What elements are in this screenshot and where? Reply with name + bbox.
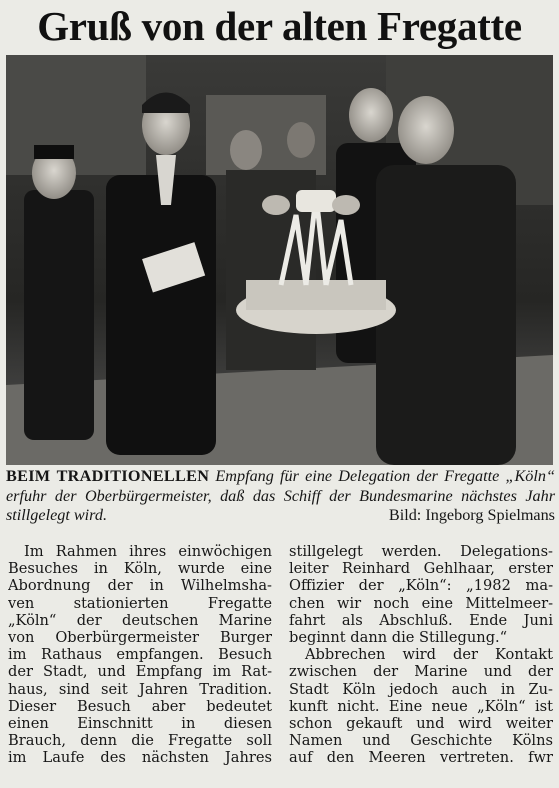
- article-column-right: [289, 543, 553, 785]
- text-line: einen Einschnitt in diesen: [8, 715, 272, 733]
- text-line: Offizier der „Köln“: „1982 ma-: [289, 577, 553, 595]
- text-line: zwischen der Marine und der: [289, 663, 553, 681]
- text-line: stillgelegt werden. Delegations-: [289, 543, 553, 560]
- text-line: von Oberbürgermeister Burger: [8, 629, 272, 647]
- text-line: im Rathaus empfangen. Besuch: [8, 646, 272, 664]
- text-line: auf den Meeren vertreten. fwr: [289, 749, 553, 767]
- headline: Gruß von der alten Fregatte: [37, 3, 522, 49]
- text-line: schon gekauft und wird weiter: [289, 715, 553, 733]
- text-line: Brauch, denn die Fregatte soll: [8, 732, 272, 750]
- text-line: „Köln“ der deutschen Marine: [8, 611, 272, 629]
- text-line: fahrt als Abschluß. Ende Juni: [289, 611, 553, 629]
- text-line: der Stadt, und Empfang im Rat-: [8, 663, 272, 681]
- text-line: chen wir noch eine Mittelmeer-: [289, 594, 553, 612]
- text-line: ven stationierten Fregatte: [8, 594, 272, 612]
- text-line: Im Rahmen ihres einwöchigen: [24, 543, 272, 560]
- text-line: Abordnung der in Wilhelmsha-: [8, 577, 272, 595]
- text-line: Besuches in Köln, wurde eine: [8, 560, 272, 578]
- text-line: kunft nicht. Eine neue „Köln“ ist: [289, 697, 553, 715]
- text-line: Namen und Geschichte Kölns: [289, 732, 553, 750]
- text-line: Stadt Köln jedoch auch in Zu-: [289, 680, 553, 698]
- photo-credit: Bild: Ingeborg Spielmans: [388, 506, 555, 524]
- caption-text: Empfang für eine Delegation der Fregatte „Köln“ erfuhr der Oberbürgermeister, daß das Schiff der Bundesmarine nächstes Jahr stillgelegt wird.: [6, 467, 555, 524]
- text-line: Dieser Besuch aber bedeutet: [8, 697, 272, 715]
- article-column-left: [8, 543, 272, 785]
- text-line: haus, sind seit Jahren Tradition.: [8, 680, 272, 698]
- photo-illustration: [6, 55, 553, 465]
- text-line: leiter Reinhard Gehlhaar, erster: [289, 560, 553, 578]
- text-line: im Laufe des nächsten Jahres: [8, 749, 272, 767]
- text-line: Abbrechen wird der Kontakt: [305, 646, 553, 664]
- news-photo: [6, 55, 553, 465]
- caption-lead: BEIM TRADITIONELLEN: [6, 467, 210, 485]
- photo-caption: [6, 467, 555, 526]
- text-line: beginnt dann die Stillegung.“: [289, 629, 508, 647]
